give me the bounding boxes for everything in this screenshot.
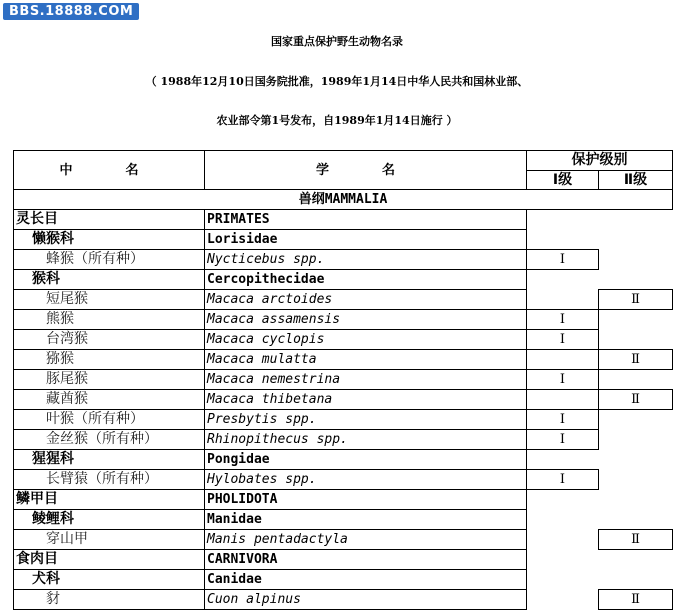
level-2-cell	[599, 430, 673, 450]
level-1-cell	[527, 530, 599, 550]
level-1-cell	[527, 230, 599, 250]
scientific-name-cell: PRIMATES	[205, 210, 527, 230]
species-row	[14, 250, 673, 270]
level-1-cell: Ⅰ	[527, 470, 599, 490]
level-2-cell	[599, 570, 673, 590]
header-scientific-name: 学 名	[205, 151, 527, 190]
class-row	[14, 190, 673, 210]
scientific-name-cell: Macaca arctoides	[205, 290, 527, 310]
scientific-name-cell: Macaca nemestrina	[205, 370, 527, 390]
order-row	[14, 550, 673, 570]
species-row	[14, 370, 673, 390]
level-2-cell: Ⅱ	[599, 390, 673, 410]
level-1-cell: Ⅰ	[527, 250, 599, 270]
level-1-cell	[527, 210, 599, 230]
family-row	[14, 230, 673, 250]
level-2-cell: Ⅱ	[599, 290, 673, 310]
scientific-name-cell: Nycticebus spp.	[205, 250, 527, 270]
chinese-name-cell: 鳞甲目	[14, 490, 205, 510]
level-1-cell	[527, 490, 599, 510]
level-2-cell	[599, 490, 673, 510]
chinese-name-cell: 犬科	[14, 570, 205, 590]
level-1-cell	[527, 350, 599, 370]
level-2-cell	[599, 310, 673, 330]
level-1-cell	[527, 510, 599, 530]
chinese-name-cell: 台湾猴	[14, 330, 205, 350]
level-1-cell	[527, 590, 599, 610]
watermark-logo: BBS.18888.COM	[3, 3, 139, 20]
level-2-cell	[599, 270, 673, 290]
scientific-name-cell: Hylobates spp.	[205, 470, 527, 490]
document-subtitle-1: （ 1988年12月10日国务院批准，1989年1月14日中华人民共和国林业部、	[145, 75, 529, 88]
family-row	[14, 270, 673, 290]
level-2-cell	[599, 510, 673, 530]
species-row	[14, 590, 673, 610]
document-subtitle-2: 农业部令第1号发布，自1989年1月14日施行 ）	[216, 114, 458, 127]
species-row	[14, 330, 673, 350]
level-1-cell: Ⅰ	[527, 370, 599, 390]
chinese-name-cell: 灵长目	[14, 210, 205, 230]
chinese-name-cell: 金丝猴（所有种）	[14, 430, 205, 450]
scientific-name-cell: Cercopithecidae	[205, 270, 527, 290]
species-table	[13, 150, 673, 610]
header-protection-level: 保护级别	[527, 151, 673, 171]
document-title: 国家重点保护野生动物名录	[271, 35, 403, 48]
header-level-2: Ⅱ级	[599, 170, 673, 190]
chinese-name-cell: 藏酋猴	[14, 390, 205, 410]
species-row	[14, 290, 673, 310]
chinese-name-cell: 豺	[14, 590, 205, 610]
level-2-cell	[599, 250, 673, 270]
level-1-cell: Ⅰ	[527, 310, 599, 330]
table-header-row	[14, 151, 673, 171]
species-row	[14, 410, 673, 430]
chinese-name-cell: 猴科	[14, 270, 205, 290]
level-1-cell	[527, 550, 599, 570]
scientific-name-cell: Rhinopithecus spp.	[205, 430, 527, 450]
level-2-cell	[599, 450, 673, 470]
level-1-cell	[527, 270, 599, 290]
level-2-cell	[599, 410, 673, 430]
scientific-name-cell: Pongidae	[205, 450, 527, 470]
family-row	[14, 570, 673, 590]
level-2-cell	[599, 210, 673, 230]
scientific-name-cell: Manidae	[205, 510, 527, 530]
header-level-1: Ⅰ级	[527, 170, 599, 190]
scientific-name-cell: Macaca mulatta	[205, 350, 527, 370]
level-2-cell	[599, 470, 673, 490]
scientific-name-cell: CARNIVORA	[205, 550, 527, 570]
scientific-name-cell: Lorisidae	[205, 230, 527, 250]
level-2-cell	[599, 330, 673, 350]
chinese-name-cell: 食肉目	[14, 550, 205, 570]
level-1-cell	[527, 290, 599, 310]
scientific-name-cell: Canidae	[205, 570, 527, 590]
level-1-cell: Ⅰ	[527, 430, 599, 450]
scientific-name-cell: Manis pentadactyla	[205, 530, 527, 550]
scientific-name-cell: Macaca cyclopis	[205, 330, 527, 350]
level-1-cell: Ⅰ	[527, 330, 599, 350]
level-2-cell: Ⅱ	[599, 590, 673, 610]
level-2-cell	[599, 230, 673, 250]
chinese-name-cell: 懒猴科	[14, 230, 205, 250]
order-row	[14, 490, 673, 510]
header-chinese-name: 中 名	[14, 151, 205, 190]
scientific-name-cell: Macaca thibetana	[205, 390, 527, 410]
chinese-name-cell: 长臂猿（所有种）	[14, 470, 205, 490]
species-row	[14, 390, 673, 410]
level-1-cell	[527, 390, 599, 410]
family-row	[14, 510, 673, 530]
chinese-name-cell: 鲮鲤科	[14, 510, 205, 530]
species-row	[14, 430, 673, 450]
chinese-name-cell: 豚尾猴	[14, 370, 205, 390]
level-2-cell: Ⅱ	[599, 350, 673, 370]
scientific-name-cell: Macaca assamensis	[205, 310, 527, 330]
scientific-name-cell: PHOLIDOTA	[205, 490, 527, 510]
level-1-cell: Ⅰ	[527, 410, 599, 430]
species-row	[14, 470, 673, 490]
chinese-name-cell: 蜂猴（所有种）	[14, 250, 205, 270]
family-row	[14, 450, 673, 470]
order-row	[14, 210, 673, 230]
chinese-name-cell: 熊猴	[14, 310, 205, 330]
species-row	[14, 530, 673, 550]
chinese-name-cell: 穿山甲	[14, 530, 205, 550]
level-2-cell	[599, 550, 673, 570]
species-row	[14, 350, 673, 370]
level-2-cell	[599, 370, 673, 390]
scientific-name-cell: Presbytis spp.	[205, 410, 527, 430]
species-row	[14, 310, 673, 330]
level-2-cell: Ⅱ	[599, 530, 673, 550]
chinese-name-cell: 猩猩科	[14, 450, 205, 470]
level-1-cell	[527, 570, 599, 590]
class-label: 兽纲MAMMALIA	[14, 190, 673, 210]
scientific-name-cell: Cuon alpinus	[205, 590, 527, 610]
chinese-name-cell: 叶猴（所有种）	[14, 410, 205, 430]
level-1-cell	[527, 450, 599, 470]
chinese-name-cell: 猕猴	[14, 350, 205, 370]
chinese-name-cell: 短尾猴	[14, 290, 205, 310]
